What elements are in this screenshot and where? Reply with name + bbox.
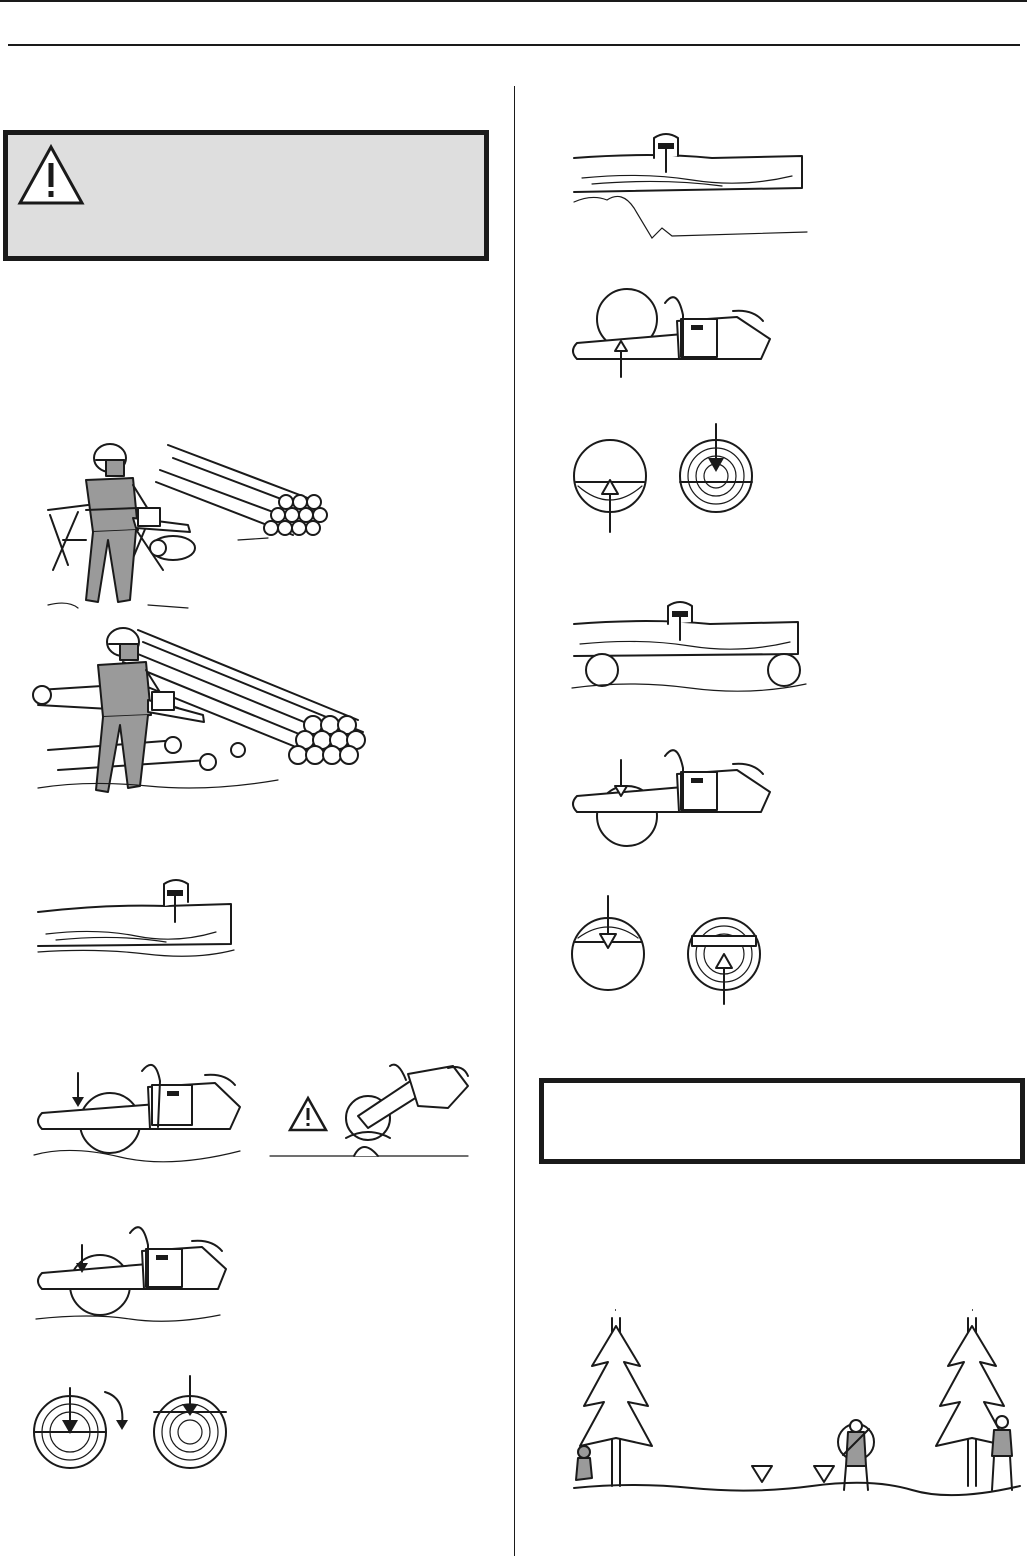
column-divider — [514, 86, 515, 1556]
log-overhang-support-illustration — [572, 128, 812, 243]
header-rule-top — [0, 0, 1027, 2]
log-ground-top-cut-illustration — [36, 864, 236, 964]
warning-triangle-icon — [16, 143, 86, 207]
saw-downcut-partial-illustration — [30, 1215, 230, 1325]
rotate-log-sections-illustration — [30, 1368, 240, 1488]
kickback-warning-illustration — [268, 1056, 473, 1171]
felling-danger-zone-illustration — [572, 1306, 1022, 1506]
warning-box — [3, 130, 489, 261]
worker-log-pile-illustration — [28, 620, 388, 800]
downcut-upcut-sections-illustration — [568, 890, 768, 1005]
header-rule-bottom — [8, 44, 1020, 46]
saw-upcut-illustration — [565, 285, 775, 380]
log-two-supports-illustration — [570, 596, 810, 696]
saw-downcut-support-illustration — [565, 738, 775, 853]
saw-downcut-ground-illustration — [30, 1045, 245, 1160]
note-box — [539, 1078, 1025, 1164]
worker-sawhorse-illustration — [38, 430, 338, 615]
upcut-downcut-sections-illustration — [568, 422, 758, 537]
